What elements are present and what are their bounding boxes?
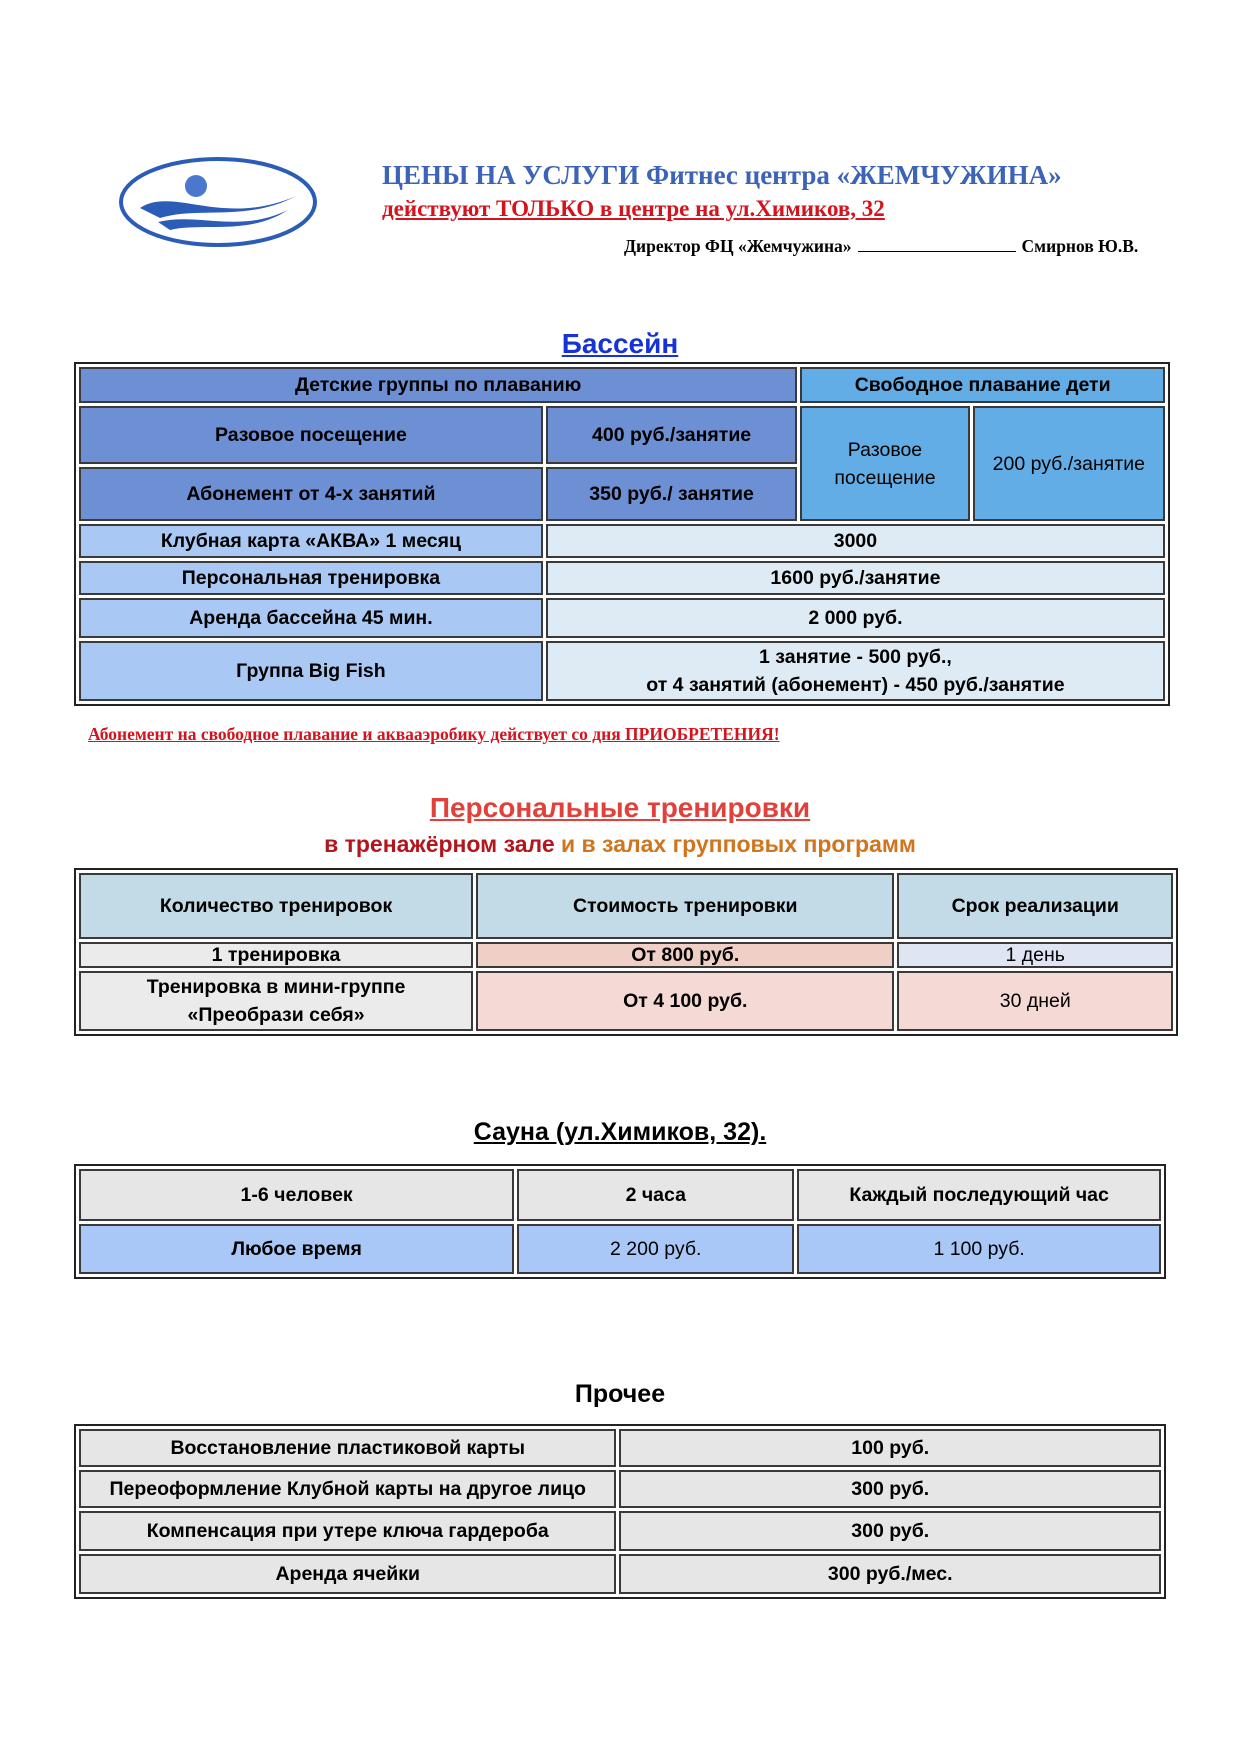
card-reissue-price: 300 руб. xyxy=(619,1470,1161,1508)
personal-training-label: Персональная тренировка xyxy=(79,561,543,595)
pool-rent-price: 2 000 руб. xyxy=(546,598,1165,638)
sauna-price-next-hour: 1 100 руб. xyxy=(797,1224,1161,1274)
training-row-single-price: От 800 руб. xyxy=(476,942,894,968)
subscription-label: Абонемент от 4-х занятий xyxy=(79,467,543,521)
training-section-title: Персональные тренировки xyxy=(429,792,811,823)
card-restore-price: 100 руб. xyxy=(619,1429,1161,1467)
sauna-price-table xyxy=(74,1164,1166,1279)
single-visit-price: 400 руб./занятие xyxy=(546,406,797,464)
training-row-mini-group-name xyxy=(79,971,473,1031)
other-price-table xyxy=(74,1424,1166,1599)
key-loss-price: 300 руб. xyxy=(619,1511,1161,1551)
aqua-card-label: Клубная карта «АКВА» 1 месяц xyxy=(79,524,543,558)
sauna-header-people: 1-6 человек xyxy=(79,1169,514,1221)
aqua-card-price: 3000 xyxy=(546,524,1165,558)
training-row-mini-group-term: 30 дней xyxy=(897,971,1173,1031)
key-loss-label: Компенсация при утере ключа гардероба xyxy=(79,1511,616,1551)
personal-training-price: 1600 руб./занятие xyxy=(546,561,1165,595)
training-row-single-name: 1 тренировка xyxy=(79,942,473,968)
page-title: ЦЕНЫ НА УСЛУГИ Фитнес центра «ЖЕМЧУЖИНА» xyxy=(382,160,1062,190)
training-row-single-term: 1 день xyxy=(897,942,1173,968)
other-section-title: Прочее xyxy=(574,1380,666,1408)
sauna-row-label: Любое время xyxy=(79,1224,514,1274)
mini-group-name-line1: Тренировка в мини-группе xyxy=(146,976,406,998)
training-header-count: Количество тренировок xyxy=(79,873,473,939)
subscription-price: 350 руб./ занятие xyxy=(546,467,797,521)
free-swim-single-label: Разовое посещение xyxy=(800,406,969,521)
fitness-center-logo xyxy=(118,156,318,248)
single-visit-label: Разовое посещение xyxy=(79,406,543,464)
training-header-price: Стоимость тренировки xyxy=(476,873,894,939)
director-name: Смирнов Ю.В. xyxy=(1021,236,1139,256)
training-section-subtitle xyxy=(0,831,1240,858)
training-header-term: Срок реализации xyxy=(897,873,1173,939)
director-label: Директор ФЦ «Жемчужина» xyxy=(624,236,852,256)
sauna-price-2h: 2 200 руб. xyxy=(517,1224,794,1274)
signature-blank xyxy=(858,237,1016,252)
locker-rent-price: 300 руб./мес. xyxy=(619,1554,1161,1594)
mini-group-name-line2: «Преобрази себя» xyxy=(187,1004,365,1026)
free-swim-header: Свободное плавание дети xyxy=(800,367,1165,403)
director-signature-line xyxy=(624,236,1138,257)
page-subtitle: действуют ТОЛЬКО в центре на ул.Химиков, 32 xyxy=(382,196,885,221)
training-subtitle-gym: в тренажёрном зале xyxy=(324,831,555,857)
pool-price-table xyxy=(74,362,1170,706)
sauna-section-title xyxy=(0,1118,1240,1147)
free-swim-single-price: 200 руб./занятие xyxy=(973,406,1165,521)
sauna-header-next-hour: Каждый последующий час xyxy=(797,1169,1161,1221)
card-restore-label: Восстановление пластиковой карты xyxy=(79,1429,616,1467)
pool-subscription-note: Абонемент на свободное плавание и аквааэробику действует со дня ПРИОБРЕТЕНИЯ! xyxy=(88,724,780,744)
big-fish-price-line1: 1 занятие - 500 руб., xyxy=(759,646,952,668)
pool-rent-label: Аренда бассейна 45 мин. xyxy=(79,598,543,638)
card-reissue-label: Переоформление Клубной карты на другое лицо xyxy=(79,1470,616,1508)
training-row-mini-group-price: От 4 100 руб. xyxy=(476,971,894,1031)
sauna-title-text: Сауна (ул.Химиков, 32). xyxy=(473,1118,767,1146)
big-fish-label: Группа Big Fish xyxy=(79,641,543,701)
training-price-table xyxy=(74,868,1178,1036)
locker-rent-label: Аренда ячейки xyxy=(79,1554,616,1594)
big-fish-price-line2: от 4 занятий (абонемент) - 450 руб./занятие xyxy=(646,674,1065,696)
pool-section-title: Бассейн xyxy=(561,328,679,359)
big-fish-price xyxy=(546,641,1165,701)
sauna-header-2h: 2 часа xyxy=(517,1169,794,1221)
training-subtitle-group: и в залах групповых программ xyxy=(554,831,916,857)
kids-groups-header: Детские группы по плаванию xyxy=(79,367,797,403)
